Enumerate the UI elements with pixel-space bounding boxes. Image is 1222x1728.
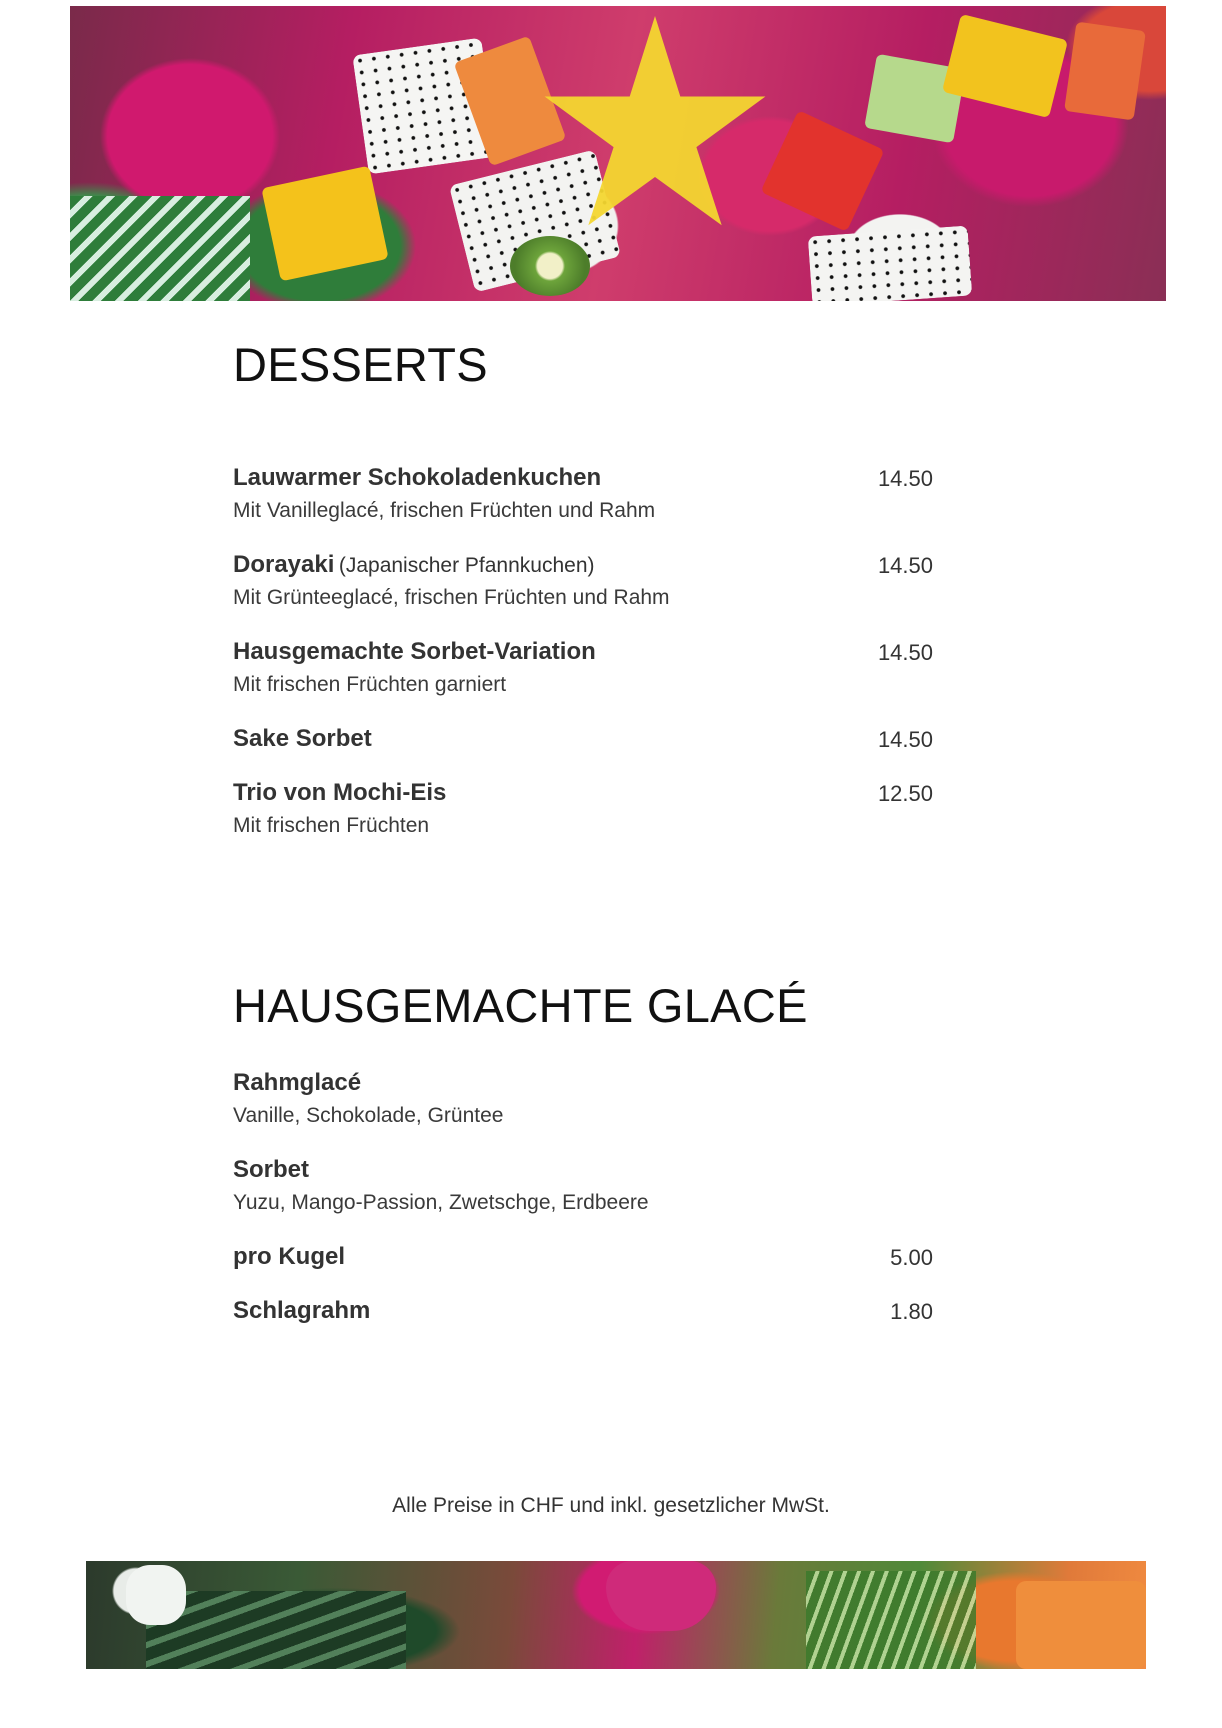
menu-item: [233, 638, 933, 697]
item-description: Mit Vanilleglacé, frischen Früchten und Rahm: [233, 499, 656, 522]
mango-piece: [942, 14, 1068, 118]
menu-item: [233, 1069, 933, 1128]
menu-item: [233, 1243, 933, 1273]
papaya-piece: [1016, 1581, 1146, 1669]
leaf-shape: [806, 1571, 976, 1669]
bottom-fruit-photo-banner: [86, 1561, 1146, 1669]
kiwi-slice: [510, 236, 590, 296]
item-description: Mit frischen Früchten garniert: [233, 673, 507, 696]
item-name: Rahmglacé: [233, 1069, 362, 1096]
menu-item: [233, 1156, 933, 1215]
dragonfruit-piece: [808, 226, 972, 301]
menu-item: [233, 551, 933, 610]
menu-item: [233, 1297, 933, 1327]
item-name: Schlagrahm: [233, 1297, 371, 1324]
item-price: 14.50: [877, 466, 933, 491]
item-name: Sake Sorbet: [233, 725, 372, 752]
glace-heading: HAUSGEMACHTE GLACÉ: [233, 979, 808, 1032]
menu-item: [233, 464, 933, 523]
item-price: 14.50: [877, 727, 933, 752]
item-description: Yuzu, Mango-Passion, Zwetschge, Erdbeere: [233, 1191, 649, 1214]
papaya-piece: [1064, 22, 1146, 121]
item-name: Trio von Mochi-Eis: [233, 779, 447, 806]
item-name: pro Kugel: [233, 1243, 345, 1270]
menu-item: [233, 779, 933, 838]
item-price: 1.80: [890, 1299, 933, 1324]
item-description: Mit Grünteeglacé, frischen Früchten und Rahm: [233, 586, 670, 609]
item-name: Sorbet: [233, 1156, 310, 1183]
desserts-heading: DESSERTS: [233, 338, 488, 391]
item-price: 14.50: [877, 640, 933, 665]
item-price: 12.50: [877, 781, 933, 806]
item-price: 14.50: [877, 553, 933, 578]
fruit-piece: [126, 1565, 186, 1625]
dragonfruit-skin: [606, 1561, 716, 1631]
item-note: (Japanischer Pfannkuchen): [338, 554, 595, 577]
top-fruit-photo-banner: [70, 6, 1166, 301]
item-name: Lauwarmer Schokoladenkuchen: [233, 464, 602, 491]
item-description: Vanille, Schokolade, Grüntee: [233, 1104, 504, 1127]
item-description: Mit frischen Früchten: [233, 814, 430, 837]
mango-piece: [261, 166, 388, 282]
item-name: Hausgemachte Sorbet-Variation: [233, 638, 596, 665]
item-price: 5.00: [890, 1245, 933, 1270]
menu-item: [233, 725, 933, 755]
price-footnote: Alle Preise in CHF und inkl. gesetzlicher MwSt.: [392, 1494, 830, 1517]
strawberry-piece: [760, 110, 884, 232]
item-name: Dorayaki: [233, 551, 335, 578]
leaf-shape: [70, 196, 250, 301]
